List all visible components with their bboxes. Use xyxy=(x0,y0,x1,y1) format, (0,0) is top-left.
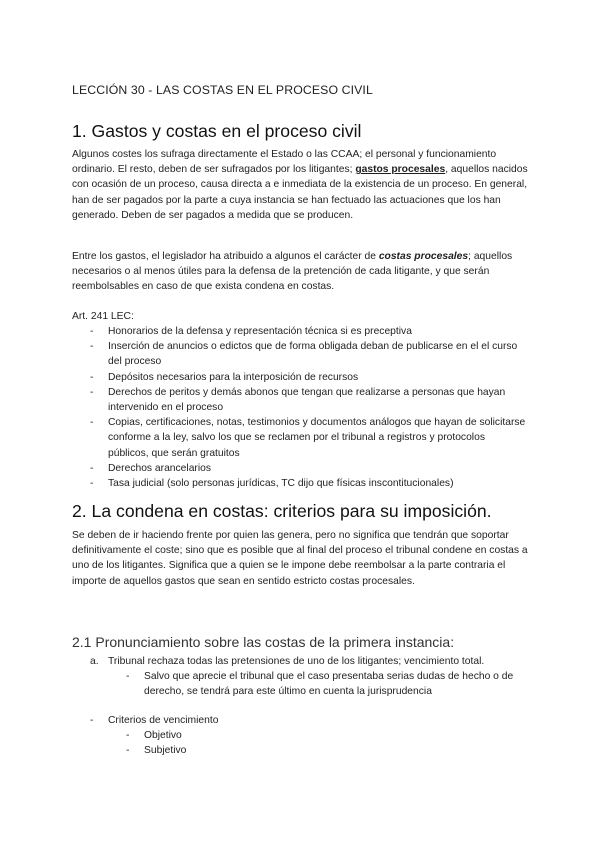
gastos-procesales-term: gastos procesales xyxy=(355,164,446,176)
list-item: - Copias, certificaciones, notas, testimonios y documentos análogos que hayan de solicitarse conforme a la ley, salvo los que se reclamen por el tribunal a registros y protocolos públicos, que serán gratuitos xyxy=(90,415,528,461)
section-1-paragraph-1 xyxy=(72,147,528,223)
criteria-list xyxy=(90,713,528,728)
sub-list xyxy=(126,669,528,699)
paragraph-text: , aquellos nacidos con ocasión de un proceso, causa directa a e inmediata de la existencia de un proceso. En general, han de ser pagados por la parte a cuya instancia se han fectuado las actuaciones que los han generado. Deben de ser pagados a medida que se producen. xyxy=(72,164,528,221)
list-item: - Criterios de vencimiento xyxy=(90,713,528,728)
list-item: - Tasa judicial (solo personas jurídicas, TC dijo que físicas inscontitucionales) xyxy=(90,476,528,491)
paragraph-text: Entre los gastos, el legislador ha atribuido a algunos el carácter de xyxy=(72,251,379,262)
list-item: - Subjetivo xyxy=(126,743,528,758)
list-item: - Objetivo xyxy=(126,728,528,743)
paragraph-text: Algunos costes los sufraga directamente el Estado o las CCAA; el personal y funcionamiento ordinario. El resto, deben de ser sufragados por los litigantes; xyxy=(72,149,497,176)
lettered-list xyxy=(90,654,528,669)
list-item xyxy=(90,654,528,669)
criteria-sub-list xyxy=(126,728,528,758)
costas-procesales-term: costas procesales xyxy=(378,251,469,262)
lesson-title: LECCIÓN 30 - LAS COSTAS EN EL PROCESO CIVIL xyxy=(72,83,373,97)
section-2-1-heading: 2.1 Pronunciamiento sobre las costas de la primera instancia: xyxy=(72,634,455,650)
list-item: - Derechos arancelarios xyxy=(90,461,528,476)
list-item: - Salvo que aprecie el tribunal que el caso presentaba serias dudas de hecho o de derecho, se tendrá para este último en cuenta la jurisprudencia xyxy=(126,669,528,699)
section-1-heading: 1. Gastos y costas en el proceso civil xyxy=(72,121,362,141)
section-2-heading: 2. La condena en costas: criterios para su imposición. xyxy=(72,501,492,521)
section-1-paragraph-2 xyxy=(72,249,528,295)
list-marker: a. xyxy=(90,656,99,667)
list-item: - Honorarios de la defensa y representación técnica si es preceptiva xyxy=(90,324,528,339)
article-reference: Art. 241 LEC: xyxy=(72,311,134,322)
costs-list xyxy=(90,324,528,491)
section-2-paragraph: Se deben de ir haciendo frente por quien las genera, pero no significa que tendrán que soportar definitivamente el coste; sino que es posible que al final del proceso el tribunal condene en costas a uno de los litigantes. Significa que a quien se le impone debe reembolsar a la parte contraria el importe de aquellos gastos que sean en sentido estricto costas procesales. xyxy=(72,530,528,587)
paragraph-text: ; aquellos necesarios o al menos útiles para la defensa de la pretención de cada litigante, y que serán reembolsables en caso de que exista condena en costas. xyxy=(72,251,513,293)
list-item: - Derechos de peritos y demás abonos que tengan que realizarse a personas que hayan intervenido en el proceso xyxy=(90,385,528,415)
list-item: - Depósitos necesarios para la interposición de recursos xyxy=(90,370,528,385)
list-item: - Inserción de anuncios o edictos que de forma obligada deban de publicarse en el el curso del proceso xyxy=(90,339,528,369)
list-item-text: Tribunal rechaza todas las pretensiones de uno de los litigantes; vencimiento total. xyxy=(108,656,485,667)
